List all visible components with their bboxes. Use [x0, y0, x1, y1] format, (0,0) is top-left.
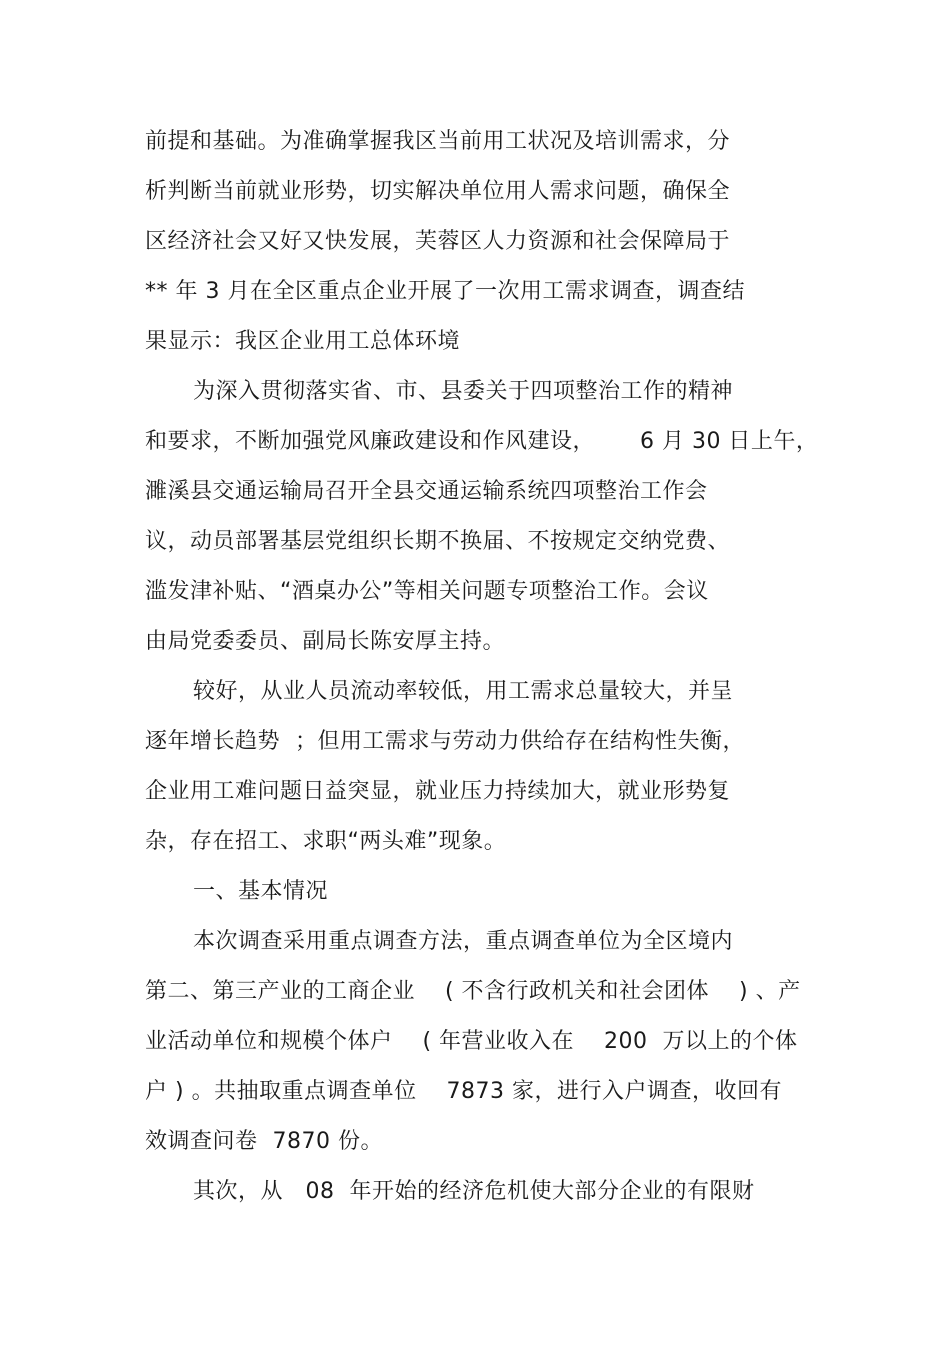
text-line: ** 年 3 月在全区重点企业开展了一次用工需求调查，调查结: [145, 279, 745, 304]
text-line: 区经济社会又好又快发展，芙蓉区人力资源和社会保障局于: [145, 229, 731, 254]
text-line: 户 ) 。共抽取重点调查单位 7873 家，进行入户调查，收回有: [145, 1079, 783, 1104]
paragraph-start-line: 较好，从业人员流动率较低，用工需求总量较大，并呈: [193, 679, 734, 704]
text-line: 效调查问卷 7870 份。: [145, 1129, 383, 1154]
text-line: 逐年增长趋势 ；但用工需求与劳动力供给存在结构性失衡，: [145, 729, 745, 754]
text-line: 濉溪县交通运输局召开全县交通运输系统四项整治工作会: [145, 479, 708, 504]
text-line: 杂，存在招工、求职“两头难”现象。: [145, 829, 507, 854]
text-line: 析判断当前就业形势，切实解决单位用人需求问题，确保全: [145, 179, 731, 204]
section-heading: 一、基本情况: [193, 879, 329, 904]
text-line: 企业用工难问题日益突显，就业压力持续加大，就业形势复: [145, 779, 731, 804]
text-line: 和要求，不断加强党风廉政建设和作风建设， 6 月 30 日上午，: [145, 429, 819, 454]
paragraph-start-line: 为深入贯彻落实省、市、县委关于四项整治工作的精神: [193, 379, 734, 404]
text-line: 前提和基础。为准确掌握我区当前用工状况及培训需求，分: [145, 129, 731, 154]
text-line: 业活动单位和规模个体户 ( 年营业收入在 200 万以上的个体: [145, 1029, 798, 1054]
text-line: 果显示：我区企业用工总体环境: [145, 329, 461, 354]
text-line: 由局党委委员、副局长陈安厚主持。: [145, 629, 506, 654]
text-line: 滥发津补贴、“酒桌办公”等相关问题专项整治工作。会议: [145, 579, 709, 604]
text-line: 议，动员部署基层党组织长期不换届、不按规定交纳党费、: [145, 529, 731, 554]
text-line: 第二、第三产业的工商企业 ( 不含行政机关和社会团体 ) 、产: [145, 979, 801, 1004]
paragraph-start-line: 本次调查采用重点调查方法，重点调查单位为全区境内: [193, 929, 734, 954]
paragraph-start-line: 其次，从 08 年开始的经济危机使大部分企业的有限财: [193, 1179, 755, 1204]
